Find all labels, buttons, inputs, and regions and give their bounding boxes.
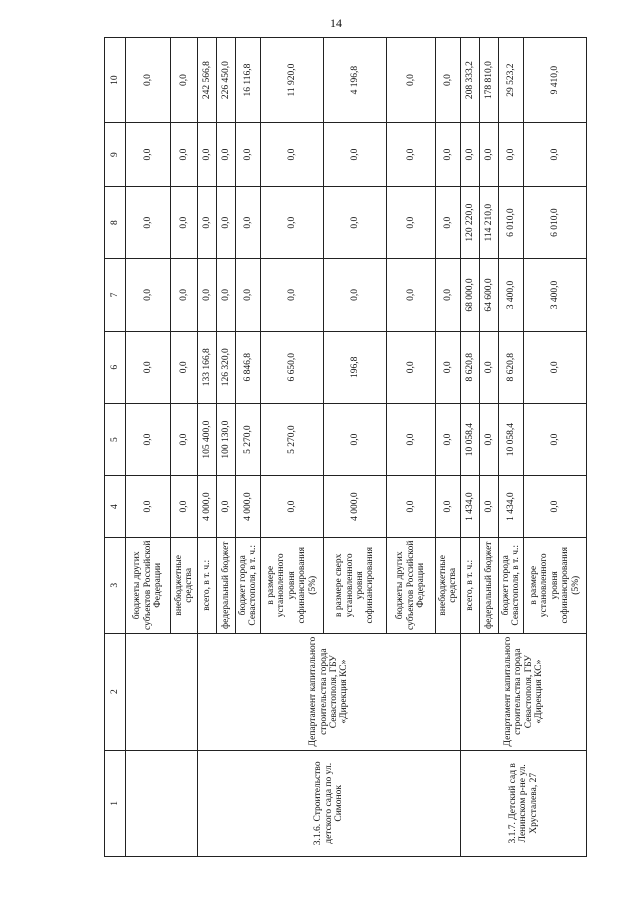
value-cell: 29 523,2	[499, 38, 524, 123]
value-cell: 0,0	[436, 38, 461, 123]
value-cell: 3 400,0	[524, 259, 587, 331]
department-cell-empty	[126, 633, 198, 750]
source-cell: бюджет города Севастополя, в т. ч.:	[236, 537, 261, 633]
source-cell: в размере установленного уровня софинансирования (5%)	[261, 537, 324, 633]
source-cell: в размере установленного уровня софинансирования (5%)	[524, 537, 587, 633]
value-cell: 0,0	[436, 123, 461, 187]
value-cell: 0,0	[171, 476, 198, 538]
header-cell: 6	[105, 331, 126, 403]
value-cell: 68 000,0	[461, 259, 480, 331]
header-cell: 3	[105, 537, 126, 633]
value-cell: 6 846,8	[236, 331, 261, 403]
value-cell: 0,0	[436, 476, 461, 538]
header-cell: 1	[105, 750, 126, 856]
value-cell: 0,0	[171, 259, 198, 331]
value-cell: 0,0	[217, 476, 236, 538]
value-cell: 0,0	[236, 123, 261, 187]
value-cell: 0,0	[480, 123, 499, 187]
value-cell: 0,0	[261, 123, 324, 187]
value-cell: 105 400,0	[198, 403, 217, 475]
header-cell: 2	[105, 633, 126, 750]
value-cell: 0,0	[524, 403, 587, 475]
header-cell: 4	[105, 476, 126, 538]
value-cell: 208 333,2	[461, 38, 480, 123]
value-cell: 196,8	[324, 331, 387, 403]
value-cell: 5 270,0	[261, 403, 324, 475]
value-cell: 8 620,8	[499, 331, 524, 403]
value-cell: 0,0	[524, 331, 587, 403]
rotated-table	[104, 37, 581, 857]
value-cell: 0,0	[499, 123, 524, 187]
value-cell: 0,0	[236, 186, 261, 258]
source-cell: бюджеты других субъектов Российской Федерации	[387, 537, 436, 633]
source-cell: в размере сверх установленного уровня софинансирования	[324, 537, 387, 633]
value-cell: 0,0	[324, 403, 387, 475]
value-cell: 0,0	[436, 403, 461, 475]
value-cell: 3 400,0	[499, 259, 524, 331]
value-cell: 120 220,0	[461, 186, 480, 258]
value-cell: 0,0	[436, 186, 461, 258]
value-cell: 0,0	[261, 186, 324, 258]
value-cell: 1 434,0	[461, 476, 480, 538]
value-cell: 100 130,0	[217, 403, 236, 475]
value-cell: 0,0	[171, 123, 198, 187]
source-cell: всего, в т. ч.:	[461, 537, 480, 633]
value-cell: 0,0	[171, 38, 198, 123]
department-cell: Департамент капитального строительства города Севастополя, ГБУ «Дирекция КС»	[461, 633, 587, 750]
value-cell: 11 920,0	[261, 38, 324, 123]
department-cell: Департамент капитального строительства города Севастополя, ГБУ «Дирекция КС»	[198, 633, 461, 750]
value-cell: 0,0	[436, 259, 461, 331]
source-cell: всего, в т. ч.:	[198, 537, 217, 633]
value-cell: 0,0	[261, 259, 324, 331]
table-row	[461, 38, 480, 857]
value-cell: 0,0	[198, 259, 217, 331]
value-cell: 0,0	[324, 123, 387, 187]
value-cell: 0,0	[461, 123, 480, 187]
value-cell: 0,0	[126, 123, 171, 187]
value-cell: 1 434,0	[499, 476, 524, 538]
header-row	[105, 38, 126, 857]
source-cell: федеральный бюджет	[480, 537, 499, 633]
value-cell: 0,0	[171, 186, 198, 258]
value-cell: 16 116,8	[236, 38, 261, 123]
value-cell: 0,0	[198, 123, 217, 187]
object-name-cell: 3.1.6. Строительство детского сада по ул. Симонок	[198, 750, 461, 856]
value-cell: 4 196,8	[324, 38, 387, 123]
value-cell: 0,0	[324, 259, 387, 331]
value-cell: 8 620,8	[461, 331, 480, 403]
source-cell: бюджеты других субъектов Российской Федерации	[126, 537, 171, 633]
value-cell: 242 566,8	[198, 38, 217, 123]
value-cell: 133 166,8	[198, 331, 217, 403]
value-cell: 0,0	[524, 476, 587, 538]
value-cell: 226 450,0	[217, 38, 236, 123]
value-cell: 9 410,0	[524, 38, 587, 123]
value-cell: 0,0	[480, 476, 499, 538]
value-cell: 0,0	[387, 476, 436, 538]
value-cell: 6 010,0	[499, 186, 524, 258]
value-cell: 4 000,0	[324, 476, 387, 538]
value-cell: 4 000,0	[236, 476, 261, 538]
header-cell: 5	[105, 403, 126, 475]
value-cell: 0,0	[217, 259, 236, 331]
source-cell: бюджет города Севастополя, в т. ч.:	[499, 537, 524, 633]
value-cell: 126 320,0	[217, 331, 236, 403]
table-row	[126, 38, 171, 857]
header-cell: 9	[105, 123, 126, 187]
source-cell: федеральный бюджет	[217, 537, 236, 633]
value-cell: 0,0	[171, 403, 198, 475]
value-cell: 0,0	[126, 38, 171, 123]
value-cell: 0,0	[171, 331, 198, 403]
value-cell: 0,0	[524, 123, 587, 187]
value-cell: 10 058,4	[461, 403, 480, 475]
value-cell: 0,0	[126, 403, 171, 475]
value-cell: 0,0	[236, 259, 261, 331]
value-cell: 0,0	[480, 403, 499, 475]
value-cell: 0,0	[387, 186, 436, 258]
source-cell: внебюджетные средства	[436, 537, 461, 633]
value-cell: 10 058,4	[499, 403, 524, 475]
object-name-cell: 3.1.7. Детский сад в Ленинском р-не ул. Хрусталева, 27	[461, 750, 587, 856]
header-cell: 10	[105, 38, 126, 123]
value-cell: 114 210,0	[480, 186, 499, 258]
value-cell: 0,0	[387, 259, 436, 331]
value-cell: 0,0	[436, 331, 461, 403]
value-cell: 0,0	[126, 331, 171, 403]
value-cell: 0,0	[387, 38, 436, 123]
value-cell: 0,0	[261, 476, 324, 538]
value-cell: 0,0	[324, 186, 387, 258]
value-cell: 0,0	[387, 123, 436, 187]
table-row	[198, 38, 217, 857]
value-cell: 178 810,0	[480, 38, 499, 123]
value-cell: 0,0	[198, 186, 217, 258]
value-cell: 0,0	[217, 123, 236, 187]
value-cell: 0,0	[126, 259, 171, 331]
value-cell: 4 000,0	[198, 476, 217, 538]
value-cell: 5 270,0	[236, 403, 261, 475]
value-cell: 0,0	[387, 403, 436, 475]
value-cell: 0,0	[217, 186, 236, 258]
value-cell: 0,0	[480, 331, 499, 403]
value-cell: 6 650,0	[261, 331, 324, 403]
value-cell: 6 010,0	[524, 186, 587, 258]
header-cell: 8	[105, 186, 126, 258]
value-cell: 64 600,0	[480, 259, 499, 331]
value-cell: 0,0	[126, 186, 171, 258]
value-cell: 0,0	[126, 476, 171, 538]
value-cell: 0,0	[387, 331, 436, 403]
object-cell-empty	[126, 750, 198, 856]
source-cell: внебюджетные средства	[171, 537, 198, 633]
table-container	[104, 37, 581, 857]
header-cell: 7	[105, 259, 126, 331]
page-number: 14	[330, 16, 342, 30]
budget-table	[104, 37, 587, 857]
